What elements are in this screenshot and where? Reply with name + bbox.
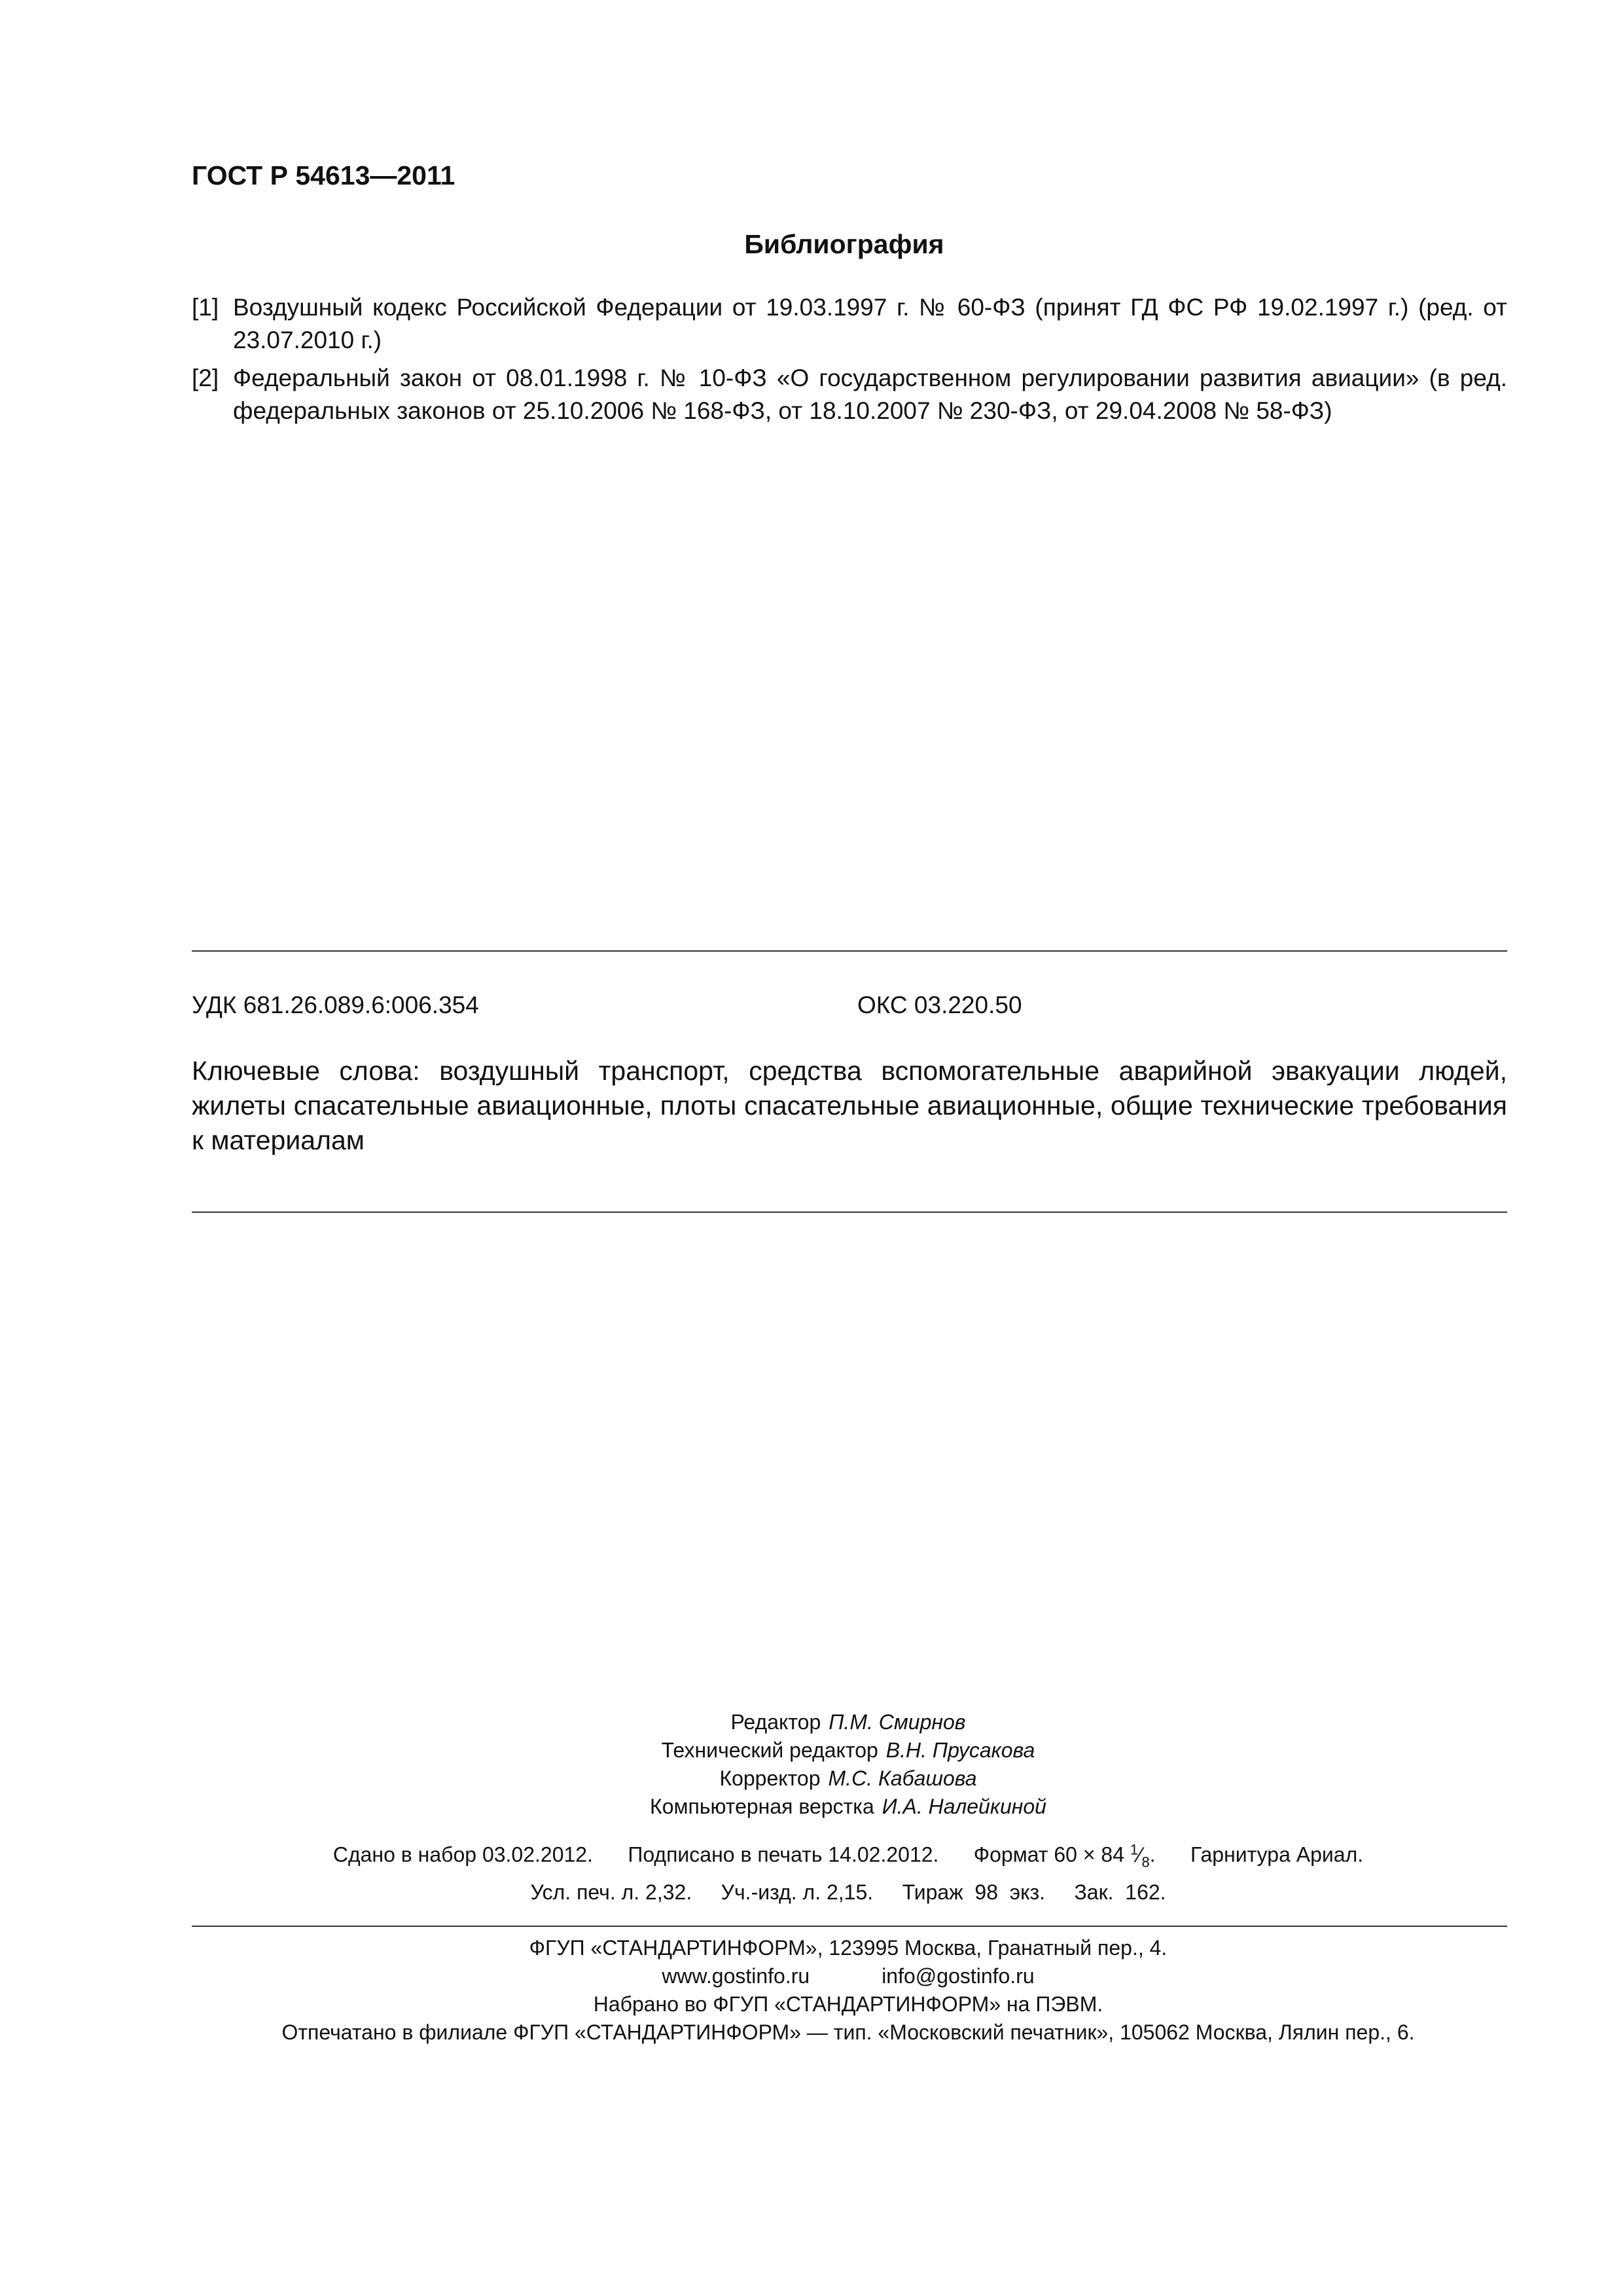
- bibliography-list: [192, 291, 1507, 433]
- oks-code: ОКС 03.220.50: [857, 992, 1022, 1018]
- format-denominator: 8: [1141, 1854, 1150, 1871]
- credit-role: Корректор: [719, 1767, 821, 1790]
- keywords-text: Ключевые слова: воздушный транспорт, средства вспомогательные аварийной эвакуации людей, жилеты спасательные авиационные, плоты спасательные авиационные, общие технические требования к материалам: [192, 1056, 1507, 1155]
- publisher-block: [0, 1934, 1623, 2047]
- divider-middle: [192, 1211, 1507, 1213]
- credit-layout: [0, 1793, 1623, 1821]
- credit-name: И.А. Налейкиной: [882, 1795, 1046, 1818]
- credits-block: [0, 1708, 1623, 1821]
- publisher-email: info@gostinfo.ru: [882, 1964, 1035, 1988]
- format-fraction: $^1⁄_8$: [1130, 1841, 1150, 1871]
- bibliography-item-text: Воздушный кодекс Российской Федерации от 19.03.1997 г. № 60-ФЗ (принят ГД ФС РФ 19.02.1997 г.) (ред. от 23.07.2010 г.): [233, 294, 1507, 353]
- publication-dates: Сдано в набор 03.02.2012. Подписано в печать 14.02.2012. Формат 60 × 84: [332, 1842, 1130, 1867]
- udc-code: УДК 681.26.089.6:006.354: [192, 992, 479, 1018]
- document-code: ГОСТ Р 54613—2011: [192, 160, 455, 190]
- bibliography-item: [192, 291, 1507, 357]
- bibliography-title: Библиография: [744, 229, 944, 259]
- publication-typeface: . Гарнитура Ариал.: [1149, 1842, 1364, 1867]
- credit-technical-editor: [0, 1736, 1623, 1765]
- credit-role: Технический редактор: [661, 1738, 878, 1762]
- bibliography-item-number: [1]: [192, 294, 219, 321]
- credit-proofreader: [0, 1765, 1623, 1793]
- credit-name: В.Н. Прусакова: [885, 1738, 1035, 1762]
- publication-info-line-2: Усл. печ. л. 2,32. Уч.-изд. л. 2,15. Тираж 98 экз. Зак. 162.: [530, 1880, 1166, 1904]
- publisher-typeset: Набрано во ФГУП «СТАНДАРТИНФОРМ» на ПЭВМ.: [593, 1992, 1103, 2016]
- bibliography-item-number: [2]: [192, 365, 219, 391]
- publisher-address: ФГУП «СТАНДАРТИНФОРМ», 123995 Москва, Гранатный пер., 4.: [529, 1936, 1168, 1960]
- credit-name: М.С. Кабашова: [828, 1767, 977, 1790]
- publication-info-line-1: [0, 1841, 1623, 1871]
- bibliography-item-text: Федеральный закон от 08.01.1998 г. № 10-ФЗ «О государственном регулировании развития авиации» (в ред. федеральных законов от 25.10.2006 № 168-ФЗ, от 18.10.2007 № 230-ФЗ, от 29.04.2008 № 58-ФЗ): [233, 365, 1507, 424]
- publisher-printed: Отпечатано в филиале ФГУП «СТАНДАРТИНФОРМ» — тип. «Московский печатник», 105062 Москва, Лялин пер., 6.: [281, 2020, 1415, 2044]
- format-numerator: 1: [1130, 1841, 1139, 1857]
- publisher-contacts: [0, 1962, 1623, 1990]
- credit-role: Компьютерная верстка: [650, 1795, 874, 1818]
- credit-role: Редактор: [730, 1710, 821, 1734]
- divider-top: [192, 950, 1507, 952]
- credit-name: П.М. Смирнов: [829, 1710, 966, 1734]
- divider-bottom: [192, 1926, 1507, 1927]
- credit-editor: [0, 1708, 1623, 1736]
- bibliography-item: [192, 362, 1507, 427]
- publisher-website: www.gostinfo.ru: [662, 1964, 810, 1988]
